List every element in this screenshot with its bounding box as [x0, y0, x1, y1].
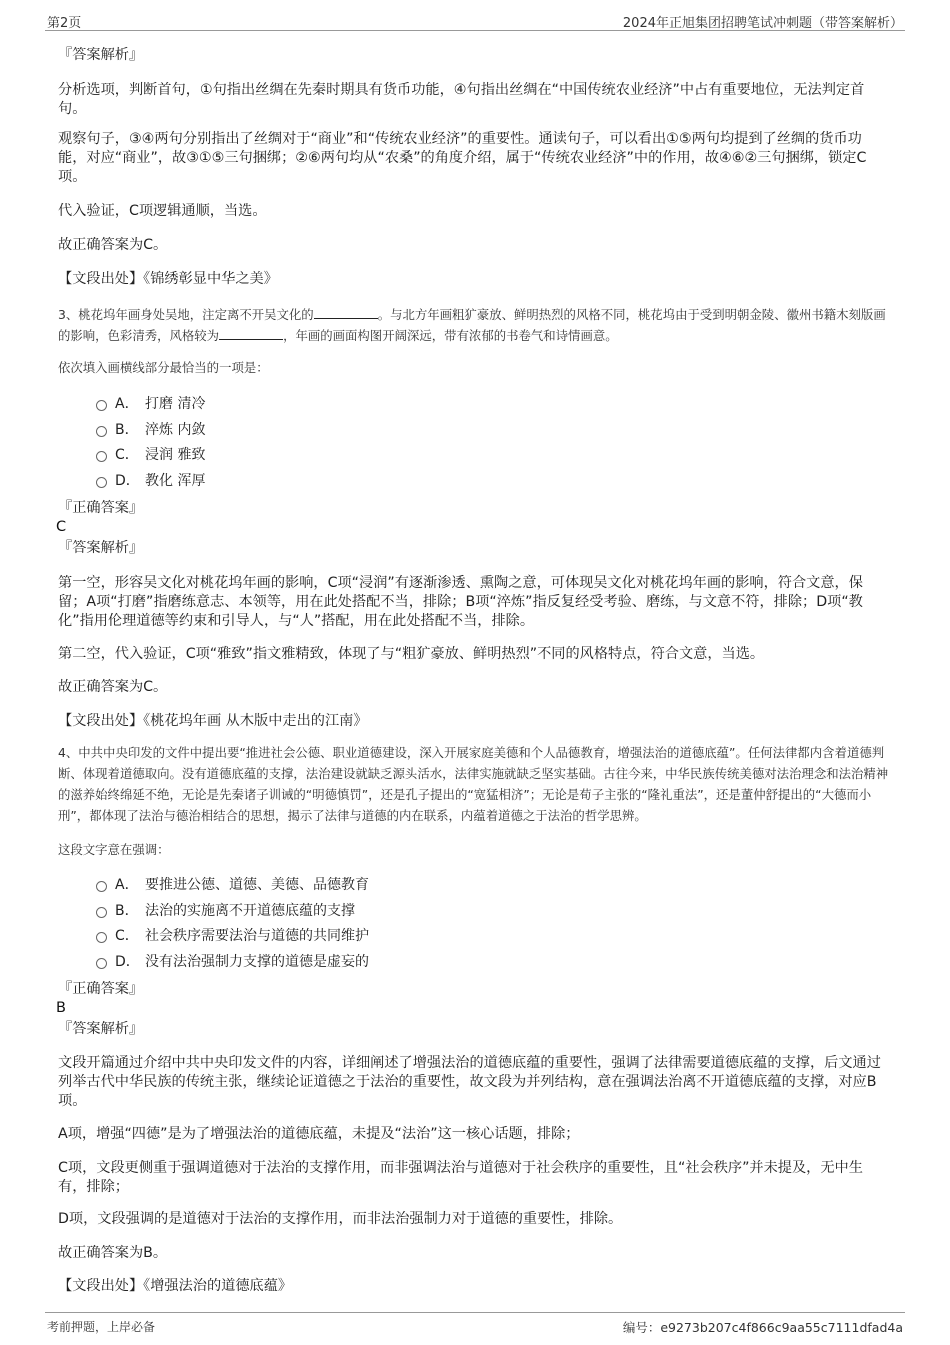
q4-source: 【文段出处】《增强法治的道德底蕴》 — [58, 1278, 293, 1294]
q3-stem — [58, 304, 890, 346]
radio-button-icon[interactable] — [96, 932, 107, 943]
footer-slogan: 考前押题，上岸必备 — [47, 1320, 156, 1334]
q2-answer-statement: 故正确答案为C。 — [58, 237, 168, 253]
radio-button-icon[interactable] — [96, 477, 107, 488]
q3-analysis-label: 『答案解析』 — [58, 540, 144, 556]
q2-analysis-label: 『答案解析』 — [58, 47, 144, 63]
q3-blank-2 — [219, 327, 283, 340]
q4-analysis-para-2: A项，增强“四德”是为了增强法治的道德底蕴，未提及“法治”这一核心话题，排除； — [58, 1126, 580, 1142]
q3-analysis-para-1: 第一空，形容吴文化对桃花坞年画的影响，C项“浸润”有逐渐渗透、熏陶之意，可体现吴文化对桃花坞年画的影响，符合文意，保留；A项“打磨”指磨练意志、本领等，用在此处搭配不当，排除；B项“淬炼”指反复经受考验、磨练，与文意不符，排除；D项“教化”指用伦理道德等约束和引导人，与“人”搭配，用在此处搭配不当，排除。 — [58, 575, 863, 629]
q3-stem-part-2: 。与北方年画粗犷豪放、鲜明热烈的风格不同，桃花坞由于受到明朝金陵、徽州书籍木刻版画的影响，色彩清秀，风格较为 — [58, 307, 886, 343]
page-footer — [45, 1312, 905, 1335]
q3-source: 【文段出处】《桃花坞年画 从木版中走出的江南》 — [58, 713, 368, 729]
q3-answer-statement: 故正确答案为C。 — [58, 679, 168, 695]
radio-button-icon[interactable] — [96, 451, 107, 462]
option-letter: C． — [115, 928, 139, 944]
q4-prompt: 这段文字意在强调： — [58, 842, 170, 857]
q4-correct-answer: B — [56, 1000, 66, 1016]
q3-stem-part-1: 3、桃花坞年画身处吴地，注定离不开吴文化的 — [58, 307, 314, 322]
q3-analysis-para-2: 第二空，代入验证，C项“雅致”指文雅精致，体现了与“粗犷豪放、鲜明热烈”不同的风格特点，符合文意，当选。 — [58, 646, 765, 662]
radio-button-icon[interactable] — [96, 426, 107, 437]
option-letter: A． — [115, 396, 139, 412]
radio-button-icon[interactable] — [96, 907, 107, 918]
option-letter: A． — [115, 877, 139, 893]
option-letter: B． — [115, 903, 139, 919]
option-letter: D． — [115, 473, 140, 489]
q2-analysis-para-3: 代入验证，C项逻辑通顺，当选。 — [58, 203, 267, 219]
option-text: 没有法治强制力支撑的道德是虚妄的 — [145, 954, 369, 970]
page-number: 第2页 — [47, 16, 82, 31]
option-text: 法治的实施离不开道德底蕴的支撑 — [145, 903, 355, 919]
q4-correct-label: 『正确答案』 — [58, 981, 144, 997]
q4-analysis-para-4: D项，文段强调的是道德对于法治的支撑作用，而非法治强制力对于道德的重要性，排除。 — [58, 1211, 623, 1227]
q2-source: 【文段出处】《锦绣彰显中华之美》 — [58, 271, 278, 287]
option-text: 淬炼 内敛 — [145, 422, 206, 438]
page-header — [45, 10, 905, 31]
option-text: 教化 浑厚 — [145, 473, 206, 489]
q4-analysis-para-3: C项，文段更侧重于强调道德对于法治的支撑作用，而非强调法治与道德对于社会秩序的重要性，且“社会秩序”并未提及，无中生有，排除； — [58, 1160, 863, 1195]
radio-button-icon[interactable] — [96, 958, 107, 969]
q3-stem-part-3: ，年画的画面构图开阔深远，带有浓郁的书卷气和诗情画意。 — [283, 328, 618, 343]
option-text: 社会秩序需要法治与道德的共同维护 — [145, 928, 369, 944]
option-text: 打磨 清冷 — [145, 396, 206, 412]
option-text: 浸润 雅致 — [145, 447, 206, 463]
q4-analysis-label: 『答案解析』 — [58, 1021, 144, 1037]
q3-correct-answer: C — [56, 519, 67, 535]
q2-analysis-para-1: 分析选项，判断首句，①句指出丝绸在先秦时期具有货币功能，④句指出丝绸在“中国传统农业经济”中占有重要地位，无法判定首句。 — [58, 82, 865, 117]
q2-analysis-para-2: 观察句子，③④两句分别指出了丝绸对于“商业”和“传统农业经济”的重要性。通读句子，可以看出①⑤两句均提到了丝绸的货币功能，对应“商业”，故③①⑤三句捆绑；②⑥两句均从“农桑”的角度介绍，属于“传统农业经济”中的作用，故④⑥②三句捆绑，锁定C项。 — [58, 131, 867, 185]
q4-answer-statement: 故正确答案为B。 — [58, 1245, 168, 1261]
radio-button-icon[interactable] — [96, 881, 107, 892]
option-letter: B． — [115, 422, 139, 438]
q3-correct-label: 『正确答案』 — [58, 500, 144, 516]
q3-prompt: 依次填入画横线部分最恰当的一项是： — [58, 360, 269, 375]
q4-analysis-para-1: 文段开篇通过介绍中共中央印发文件的内容，详细阐述了增强法治的道德底蕴的重要性，强调了法律需要道德底蕴的支撑，后文通过列举古代中华民族的传统主张，继续论证道德之于法治的重要性，故文段为并列结构，意在强调法治离不开道德底蕴的支撑，对应B项。 — [58, 1055, 881, 1109]
option-letter: C． — [115, 447, 139, 463]
document-code: 编号：e9273b207c4f866c9aa55c7111dfad4a — [622, 1320, 903, 1335]
radio-button-icon[interactable] — [96, 400, 107, 411]
option-text: 要推进公德、道德、美德、品德教育 — [145, 877, 369, 893]
q3-blank-1 — [314, 306, 378, 319]
option-letter: D． — [115, 954, 140, 970]
q4-stem: 4、中共中央印发的文件中提出要“推进社会公德、职业道德建设，深入开展家庭美德和个人品德教育，增强法治的道德底蕴”。任何法律都内含着道德判断、体现着道德取向。没有道德底蕴的支撑，法治建设就缺乏源头活水，法律实施就缺乏坚实基础。古往今来，中华民族传统美德对法治理念和法治精神的滋养始终绵延不绝，无论是先秦诸子训诫的“明德慎罚”，还是孔子提出的“宽猛相济”；无论是荀子主张的“隆礼重法”，还是董仲舒提出的“大德而小刑”，都体现了法治与德治相结合的思想，揭示了法律与道德的内在联系，内蕴着道德之于法治的哲学思辨。 — [58, 745, 889, 823]
document-title: 2024年正旭集团招聘笔试冲刺题（带答案解析） — [622, 16, 903, 31]
